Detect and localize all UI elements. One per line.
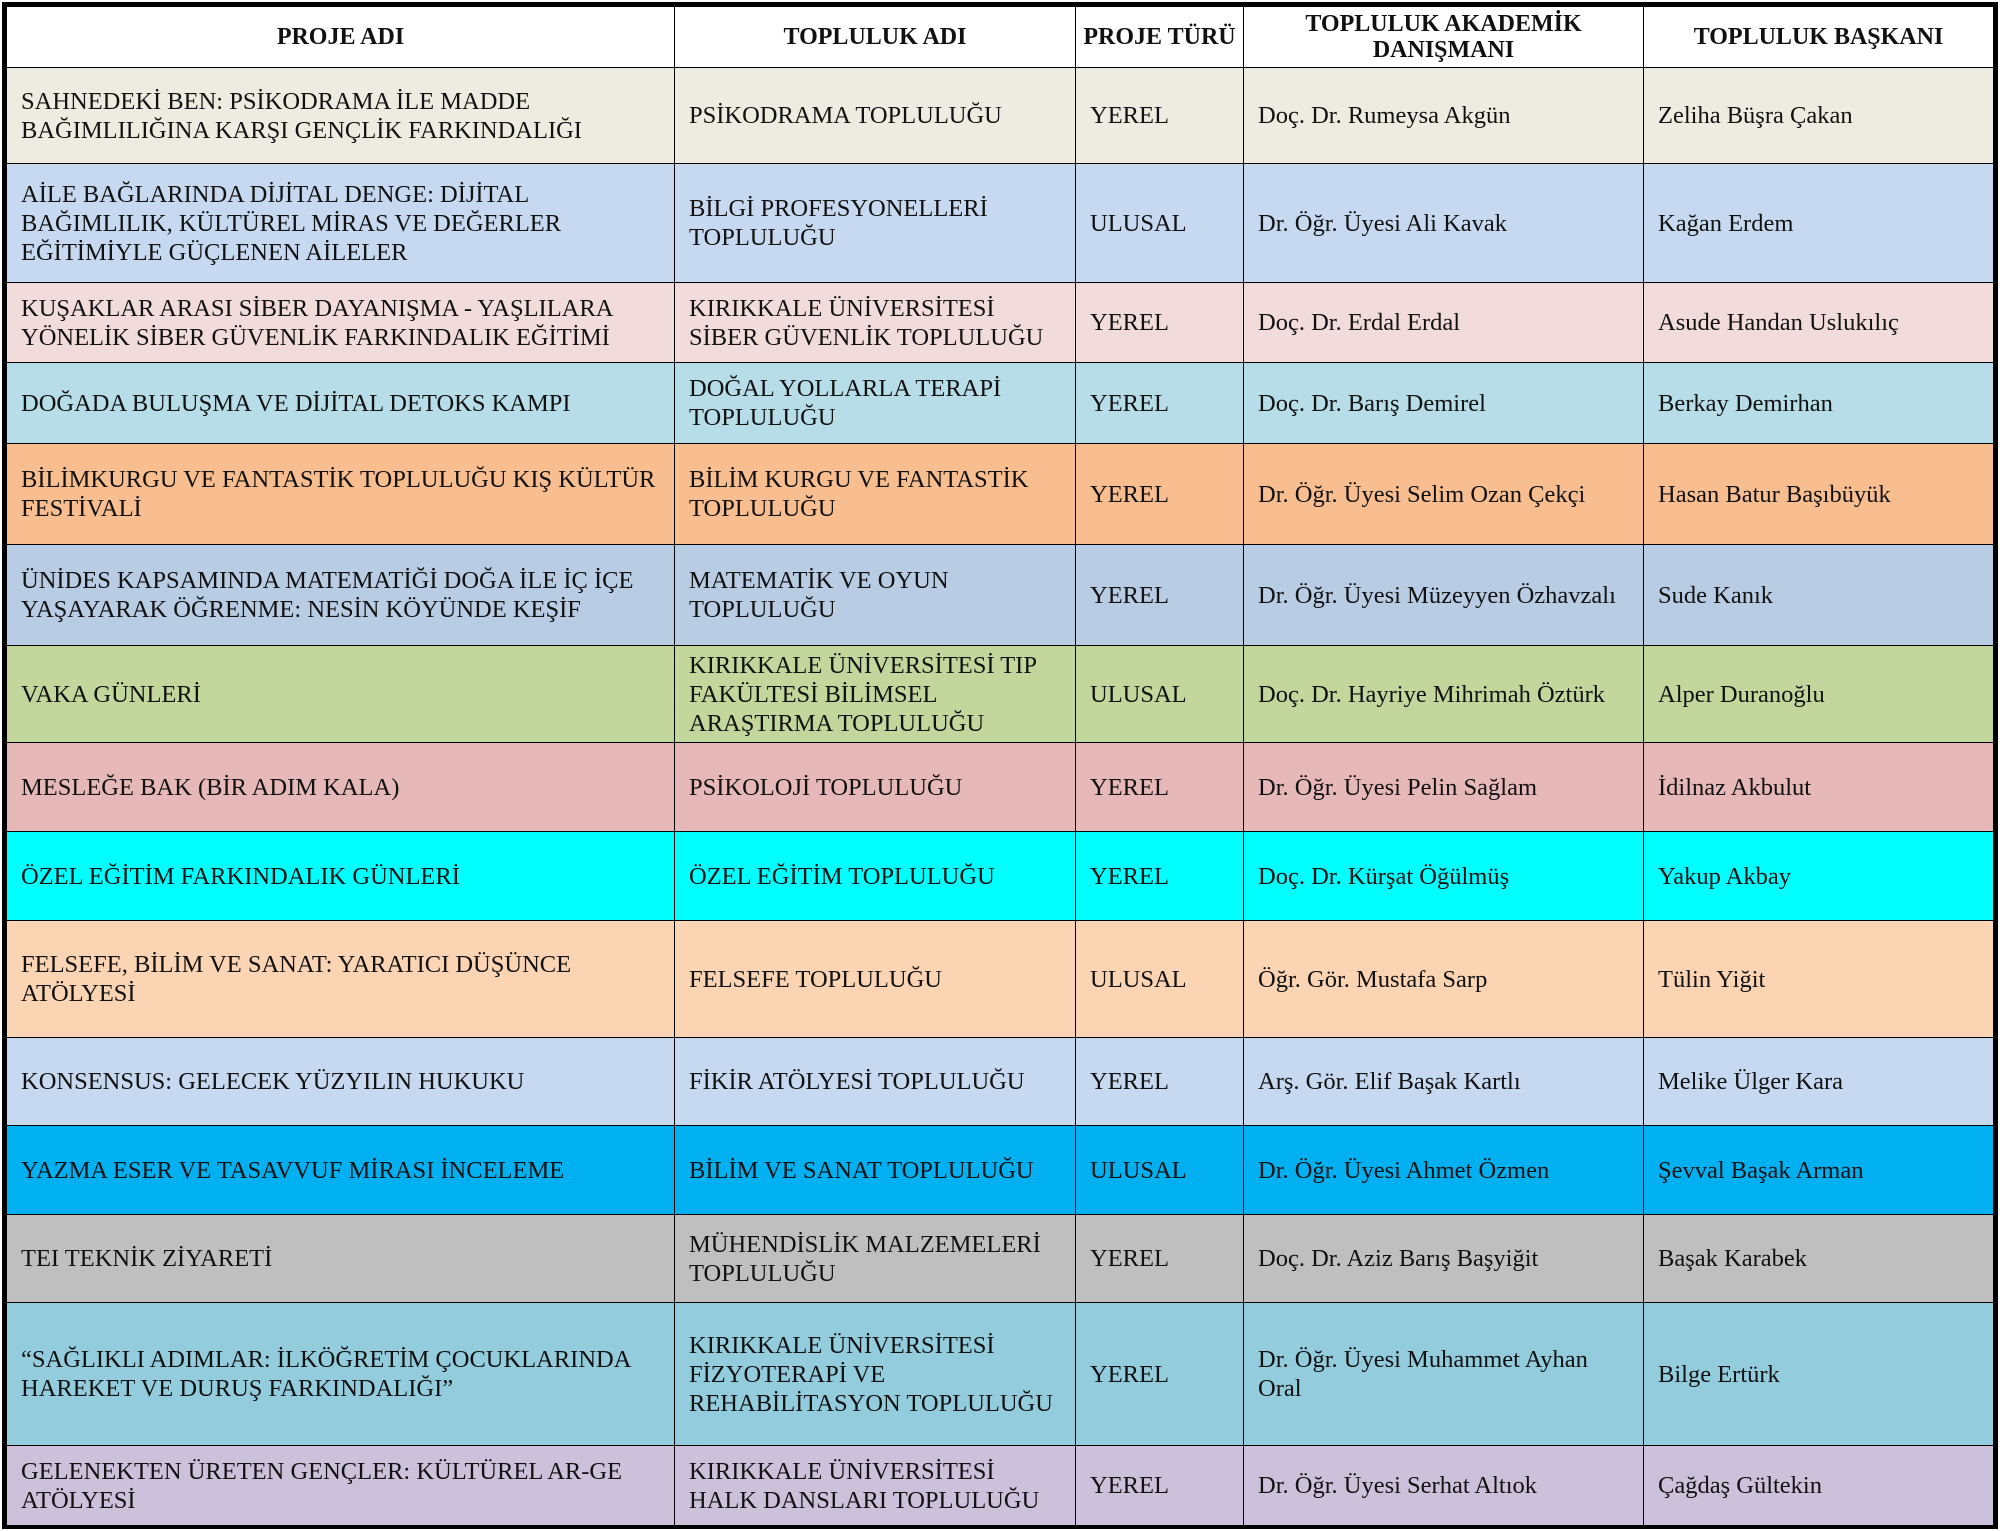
projects-table [6, 6, 1994, 1526]
project-type-cell: YEREL [1076, 1215, 1244, 1303]
club-president-cell: Başak Karabek [1644, 1215, 1994, 1303]
table-row [7, 283, 1994, 363]
club-president-cell: Bilge Ertürk [1644, 1303, 1994, 1446]
table-row [7, 921, 1994, 1038]
table-body [7, 68, 1994, 1526]
club-name-cell: FİKİR ATÖLYESİ TOPLULUĞU [675, 1038, 1076, 1126]
project-name-cell: ÖZEL EĞİTİM FARKINDALIK GÜNLERİ [7, 832, 675, 921]
academic-advisor-cell: Arş. Gör. Elif Başak Kartlı [1244, 1038, 1644, 1126]
club-name-cell: BİLİM KURGU VE FANTASTİK TOPLULUĞU [675, 444, 1076, 545]
club-president-cell: Zeliha Büşra Çakan [1644, 68, 1994, 164]
academic-advisor-cell: Doç. Dr. Rumeysa Akgün [1244, 68, 1644, 164]
academic-advisor-cell: Dr. Öğr. Üyesi Serhat Altıok [1244, 1446, 1644, 1526]
project-type-cell: ULUSAL [1076, 164, 1244, 283]
club-name-cell: KIRIKKALE ÜNİVERSİTESİ FİZYOTERAPİ VE REHABİLİTASYON TOPLULUĞU [675, 1303, 1076, 1446]
club-president-cell: Tülin Yiğit [1644, 921, 1994, 1038]
club-president-cell: Melike Ülger Kara [1644, 1038, 1994, 1126]
project-type-cell: YEREL [1076, 1303, 1244, 1446]
academic-advisor-cell: Dr. Öğr. Üyesi Muhammet Ayhan Oral [1244, 1303, 1644, 1446]
project-type-cell: YEREL [1076, 444, 1244, 545]
club-president-cell: Hasan Batur Başıbüyük [1644, 444, 1994, 545]
academic-advisor-cell: Dr. Öğr. Üyesi Selim Ozan Çekçi [1244, 444, 1644, 545]
project-name-cell: ÜNİDES KAPSAMINDA MATEMATİĞİ DOĞA İLE İÇ İÇE YAŞAYARAK ÖĞRENME: NESİN KÖYÜNDE KEŞİF [7, 545, 675, 646]
table-row [7, 164, 1994, 283]
project-type-cell: ULUSAL [1076, 646, 1244, 743]
club-president-cell: İdilnaz Akbulut [1644, 743, 1994, 832]
table-row [7, 646, 1994, 743]
club-name-cell: KIRIKKALE ÜNİVERSİTESİ TIP FAKÜLTESİ BİLİMSEL ARAŞTIRMA TOPLULUĞU [675, 646, 1076, 743]
project-name-cell: YAZMA ESER VE TASAVVUF MİRASI İNCELEME [7, 1126, 675, 1215]
academic-advisor-cell: Doç. Dr. Hayriye Mihrimah Öztürk [1244, 646, 1644, 743]
table-row [7, 1038, 1994, 1126]
project-name-cell: KONSENSUS: GELECEK YÜZYILIN HUKUKU [7, 1038, 675, 1126]
table-row [7, 444, 1994, 545]
club-president-cell: Alper Duranoğlu [1644, 646, 1994, 743]
project-type-cell: YEREL [1076, 1446, 1244, 1526]
project-name-cell: FELSEFE, BİLİM VE SANAT: YARATICI DÜŞÜNCE ATÖLYESİ [7, 921, 675, 1038]
academic-advisor-cell: Dr. Öğr. Üyesi Müzeyyen Özhavzalı [1244, 545, 1644, 646]
header-club-name: TOPLULUK ADI [675, 7, 1076, 68]
club-name-cell: PSİKOLOJİ TOPLULUĞU [675, 743, 1076, 832]
project-name-cell: GELENEKTEN ÜRETEN GENÇLER: KÜLTÜREL AR-GE ATÖLYESİ [7, 1446, 675, 1526]
club-name-cell: KIRIKKALE ÜNİVERSİTESİ HALK DANSLARI TOPLULUĞU [675, 1446, 1076, 1526]
club-name-cell: MATEMATİK VE OYUN TOPLULUĞU [675, 545, 1076, 646]
table-row [7, 1446, 1994, 1526]
project-type-cell: YEREL [1076, 283, 1244, 363]
project-name-cell: TEI TEKNİK ZİYARETİ [7, 1215, 675, 1303]
table-row [7, 1303, 1994, 1446]
project-name-cell: AİLE BAĞLARINDA DİJİTAL DENGE: DİJİTAL BAĞIMLILIK, KÜLTÜREL MİRAS VE DEĞERLER EĞİTİMİYLE GÜÇLENEN AİLELER [7, 164, 675, 283]
academic-advisor-cell: Dr. Öğr. Üyesi Ali Kavak [1244, 164, 1644, 283]
header-project-name: PROJE ADI [7, 7, 675, 68]
project-name-cell: KUŞAKLAR ARASI SİBER DAYANIŞMA - YAŞLILARA YÖNELİK SİBER GÜVENLİK FARKINDALIK EĞİTİMİ [7, 283, 675, 363]
project-type-cell: YEREL [1076, 1038, 1244, 1126]
club-name-cell: ÖZEL EĞİTİM TOPLULUĞU [675, 832, 1076, 921]
project-name-cell: DOĞADA BULUŞMA VE DİJİTAL DETOKS KAMPI [7, 363, 675, 444]
club-name-cell: KIRIKKALE ÜNİVERSİTESİ SİBER GÜVENLİK TOPLULUĞU [675, 283, 1076, 363]
header-academic-advisor: TOPLULUK AKADEMİK DANIŞMANI [1244, 7, 1644, 68]
table-row [7, 1126, 1994, 1215]
club-president-cell: Kağan Erdem [1644, 164, 1994, 283]
club-president-cell: Yakup Akbay [1644, 832, 1994, 921]
project-type-cell: YEREL [1076, 363, 1244, 444]
academic-advisor-cell: Dr. Öğr. Üyesi Ahmet Özmen [1244, 1126, 1644, 1215]
project-name-cell: BİLİMKURGU VE FANTASTİK TOPLULUĞU KIŞ KÜLTÜR FESTİVALİ [7, 444, 675, 545]
club-name-cell: DOĞAL YOLLARLA TERAPİ TOPLULUĞU [675, 363, 1076, 444]
project-type-cell: YEREL [1076, 68, 1244, 164]
table-row [7, 743, 1994, 832]
club-president-cell: Sude Kanık [1644, 545, 1994, 646]
project-type-cell: YEREL [1076, 832, 1244, 921]
project-name-cell: “SAĞLIKLI ADIMLAR: İLKÖĞRETİM ÇOCUKLARINDA HAREKET VE DURUŞ FARKINDALIĞI” [7, 1303, 675, 1446]
club-name-cell: FELSEFE TOPLULUĞU [675, 921, 1076, 1038]
academic-advisor-cell: Dr. Öğr. Üyesi Pelin Sağlam [1244, 743, 1644, 832]
club-president-cell: Berkay Demirhan [1644, 363, 1994, 444]
academic-advisor-cell: Doç. Dr. Aziz Barış Başyiğit [1244, 1215, 1644, 1303]
academic-advisor-cell: Doç. Dr. Barış Demirel [1244, 363, 1644, 444]
club-president-cell: Çağdaş Gültekin [1644, 1446, 1994, 1526]
table-row [7, 832, 1994, 921]
club-name-cell: PSİKODRAMA TOPLULUĞU [675, 68, 1076, 164]
project-type-cell: ULUSAL [1076, 1126, 1244, 1215]
header-project-type: PROJE TÜRÜ [1076, 7, 1244, 68]
table-row [7, 1215, 1994, 1303]
header-club-president: TOPLULUK BAŞKANI [1644, 7, 1994, 68]
table-header-row [7, 7, 1994, 68]
project-type-cell: ULUSAL [1076, 921, 1244, 1038]
table-row [7, 363, 1994, 444]
project-name-cell: MESLEĞE BAK (BİR ADIM KALA) [7, 743, 675, 832]
club-name-cell: BİLİM VE SANAT TOPLULUĞU [675, 1126, 1076, 1215]
academic-advisor-cell: Doç. Dr. Kürşat Öğülmüş [1244, 832, 1644, 921]
project-name-cell: SAHNEDEKİ BEN: PSİKODRAMA İLE MADDE BAĞIMLILIĞINA KARŞI GENÇLİK FARKINDALIĞI [7, 68, 675, 164]
project-type-cell: YEREL [1076, 545, 1244, 646]
projects-table-container [2, 2, 1998, 1529]
club-name-cell: MÜHENDİSLİK MALZEMELERİ TOPLULUĞU [675, 1215, 1076, 1303]
project-type-cell: YEREL [1076, 743, 1244, 832]
club-president-cell: Asude Handan Uslukılıç [1644, 283, 1994, 363]
academic-advisor-cell: Öğr. Gör. Mustafa Sarp [1244, 921, 1644, 1038]
club-president-cell: Şevval Başak Arman [1644, 1126, 1994, 1215]
academic-advisor-cell: Doç. Dr. Erdal Erdal [1244, 283, 1644, 363]
project-name-cell: VAKA GÜNLERİ [7, 646, 675, 743]
table-row [7, 68, 1994, 164]
club-name-cell: BİLGİ PROFESYONELLERİ TOPLULUĞU [675, 164, 1076, 283]
table-row [7, 545, 1994, 646]
